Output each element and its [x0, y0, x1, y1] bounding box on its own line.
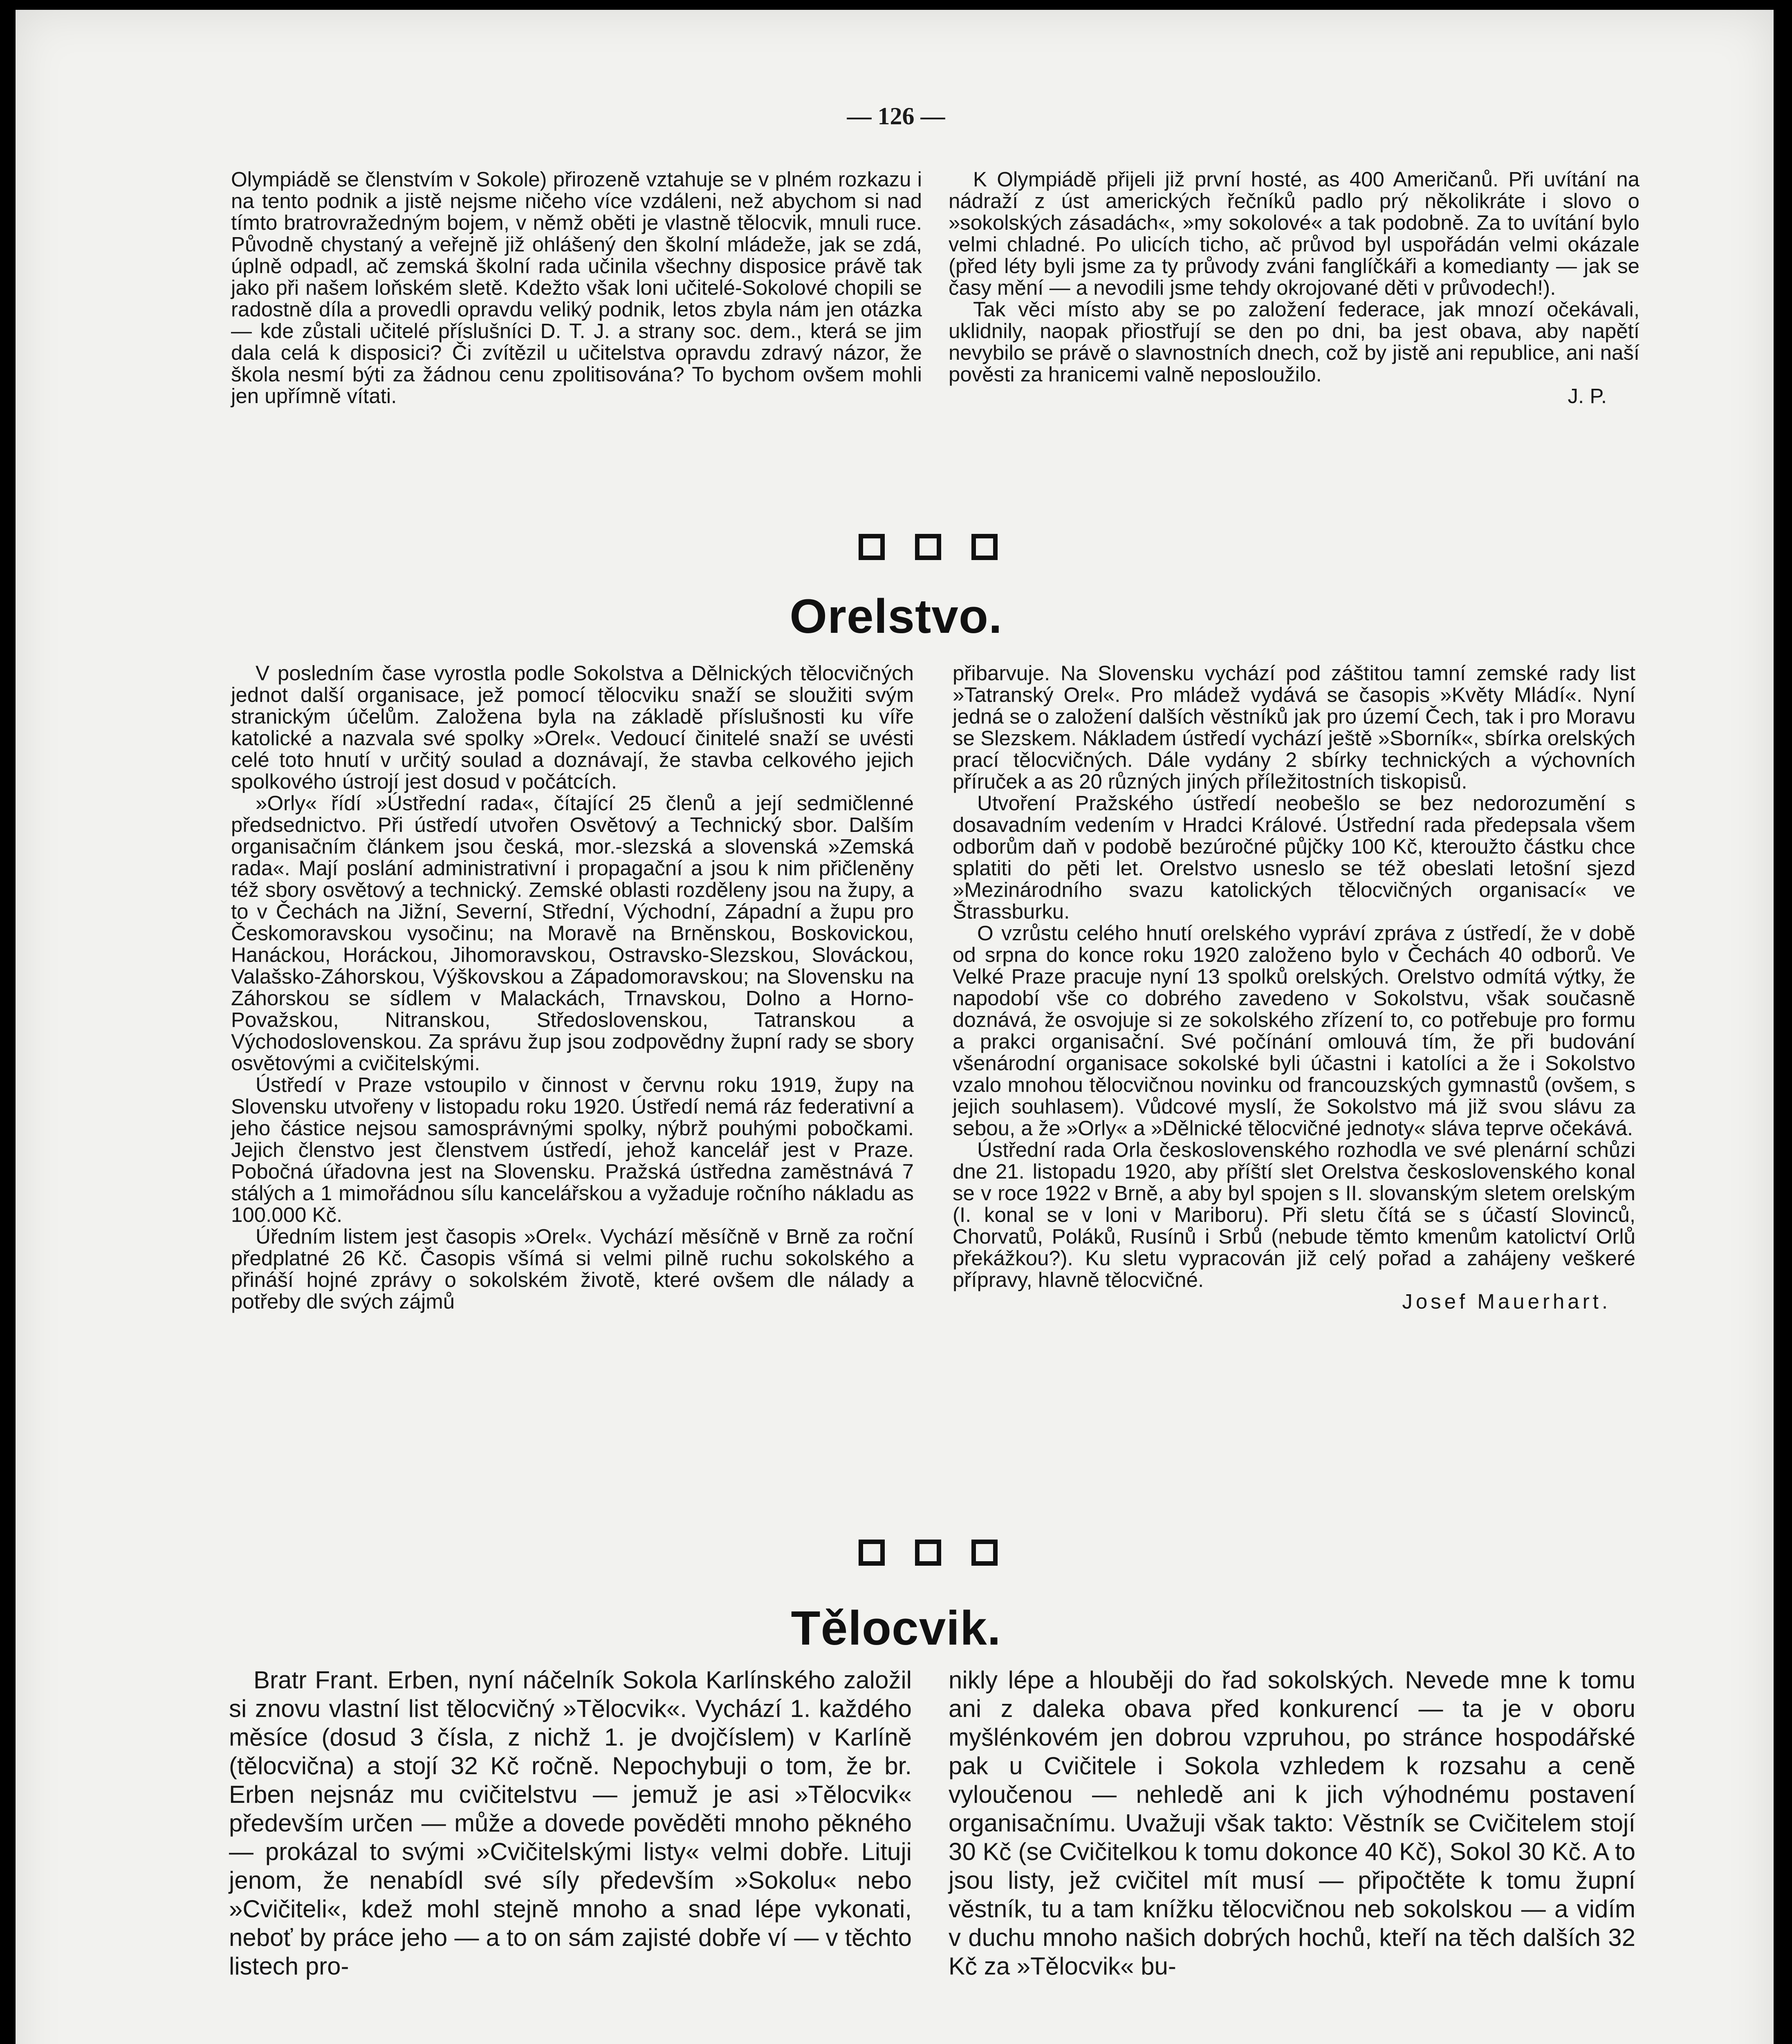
paragraph: V posledním čase vyrostla podle Sokolstva a Dělnických tělocvičných jednot další organisace, jež pomocí tělocviku snaží se sloužiti svým stranickým účelům. Založena byla na základě příslušnosti ku víře katolické a nazvala své spolky »Orel«. Vedoucí činitelé snaží se uvésti celé toto hnutí v určitý soulad a doznávají, že stavba celkového jejich spolkového ústrojí jest dosud v počátcích. — [231, 661, 914, 793]
paragraph: Tak věci místo aby se po založení federace, jak mnozí očekávali, uklidnily, naopak přiostřují se den po dni, ba jest obava, aby napětí nevybilo se právě o slavnostních dnech, což by jistě ani republice, ani naší pověsti za hranicemi valně neposloužilo. — [949, 298, 1639, 386]
square-icon — [859, 534, 885, 560]
paragraph: Bratr Frant. Erben, nyní náčelník Sokola Karlínského založil si znovu vlastní list tělocvičný »Tělocvik«. Vychází 1. každého měsíce (dosud 3 čísla, z nichž 1. je dvojčíslem) v Karlíně (tělocvična) a stojí 32 Kč ročně. Nepochybuji o tom, že br. Erben nejsnáz mu cvičitelstvu — jemuž je asi »Tělocvik« především určen — může a dovede pověděti mnoho pěkného — prokázal to svými »Cvičitelskými listy« velmi dobře. Lituji jenom, že nenabídl své síly především »Sokolu« nebo »Cvičiteli«, kdež mohl stejně mnoho a snad lépe vykonati, neboť by práce jeho — a to on sám zajisté dobře ví — v těchto listech pro- — [229, 1666, 912, 1980]
telocvik-right-column — [949, 1666, 1635, 1981]
paragraph: O vzrůstu celého hnutí orelského vypráví zpráva z ústředí, že v době od srpna do konce roku 1920 založeno bylo v Čechách 40 odborů. Ve Velké Praze pracuje nyní 13 spolků orelských. Orelstvo odmítá výtky, že napodobí vše co dobrého zavedeno v Sokolstvu, však současně doznává, že osvojuje si ze sokolského zřízení to, co potřebuje pro formu a prakci organisační. Své počínání omlouvá tím, že při budování všenárodní organisace sokolské byli účastni i katolíci a že i Sokolstvo vzalo mnohou tělocvičnou novinku od francouzských gymnastů (ovšem, s jejich souhlasem). Vůdcové myslí, že Sokolstvo má již svou slávu za sebou, a že »Orly« a »Dělnické tělocvičné jednoty« sláva teprve očekává. — [953, 921, 1635, 1140]
square-icon — [971, 534, 998, 560]
page-number: — 126 — — [847, 103, 945, 130]
telocvik-left-column — [229, 1666, 912, 1981]
paragraph: nikly lépe a hlouběji do řad sokolských. Nevede mne k tomu ani z daleka obava před konkurencí — ta je v oboru myšlénkovém jen dobrou vzpruhou, po stránce hospodářské pak u Cvičitele i Sokola vzhledem k rozsahu a ceně vyloučenou — nehledě ani k jich výhodnému postavení organisačnímu. Uvažuji však takto: Věstník se Cvičitelem stojí 30 Kč (se Cvičitelkou k tomu dokonce 40 Kč), Sokol 30 Kč. A to jsou listy, jež cvičitel mít musí — připočtěte k tomu župní věstník, tu a tam knížku tělocvičnou neb sokolskou — a vidím v duchu mnoho našich dobrých hochů, kteří na těch dalších 32 Kč za »Tělocvik« bu- — [949, 1666, 1635, 1980]
top-right-column — [949, 168, 1639, 407]
section-title-telocvik: Tělocvik. — [791, 1601, 1001, 1655]
paragraph: přibarvuje. Na Slovensku vychází pod záštitou tamní zemské rady list »Tatranský Orel«. Pro mládež vydává se časopis »Květy Mládí«. Nyní jedná se o založení dalších věstníků jak pro území Čech, tak i pro Moravu se Slezskem. Nákladem ústředí vychází ještě »Sborník«, sbírka orelských prací tělocvičných. Dále vydány 2 sbírky technických a výchovních příruček a as 20 různých jiných příležitostních tiskopisů. — [953, 661, 1635, 793]
signature-author: Josef Mauerhart. — [1402, 1290, 1611, 1313]
paragraph: »Orly« řídí »Ústřední rada«, čítající 25 členů a její sedmičlenné předsednictvo. Při ústředí utvořen Osvětový a Technický sbor. Dalším organisačním článkem jsou česká, mor.-slezská a slovenská »Zemská rada«. Mají poslání administrativní i propagační a jsou k nim přičleněny též sbory osvětový a technický. Zemské oblasti rozděleny jsou na župy, a to v Čechách na Jižní, Severní, Střední, Východní, Západní a župu pro Českomoravskou vysočinu; na Moravě na Brněnskou, Boskovickou, Hanáckou, Horáckou, Jihomoravskou, Ostravsko-Slezskou, Slováckou, Valašsko-Záhorskou, Výškovskou a Západomoravskou; na Slovensku na Záhorskou se sídlem v Malackách, Trnavskou, Dolno a Horno-Považskou, Nitranskou, Středoslovenskou, Tatranskou a Východoslovenskou. Za správu žup jsou zodpovědny župní rady se sbory osvětovými a cvičitelskými. — [231, 791, 914, 1075]
paragraph: Úředním listem jest časopis »Orel«. Vychází měsíčně v Brně za roční předplatné 26 Kč. Časopis všímá si velmi pilně ruchu sokolského a přináší hojné zprávy o sokolském životě, které ovšem dle nálady a potřeby dle svých zájmů — [231, 1225, 914, 1313]
section-title-orelstvo: Orelstvo. — [789, 589, 1003, 643]
orelstvo-right-column — [953, 662, 1635, 1312]
paragraph: Ústředí v Praze vstoupilo v činnost v červnu roku 1919, župy na Slovensku utvořeny v listopadu roku 1920. Ústředí nemá ráz federativní a jeho částice nejsou samosprávnými spolky, nýbrž pouhými pobočkami. Jejich členstvo jest členstvem ústředí, jehož kancelář jest v Praze. Pobočná úřadovna jest na Slovensku. Pražská ústředna zaměstnává 7 stálých a 1 mimořádnou sílu kancelářskou a vyžaduje ročního nákladu as 100.000 Kč. — [231, 1073, 914, 1226]
orelstvo-left-column — [231, 662, 914, 1312]
square-icon — [971, 1540, 998, 1566]
section-ornament — [859, 535, 998, 559]
top-left-column — [231, 168, 922, 407]
square-icon — [915, 534, 941, 560]
paragraph: Utvoření Pražského ústředí neobešlo se bez nedorozumění s dosavadním vedením v Hradci Králové. Ústřední rada předepsala všem odborům daň v podobě bezúročné půjčky 100 Kč, kteroužto částku chce splatiti do pěti let. Orelstvo usneslo se též obeslati letošní sjezd »Mezinárodního svazu katolických tělocvičných organisací« ve Štrassburku. — [953, 791, 1635, 923]
square-icon — [859, 1540, 885, 1566]
section-ornament — [859, 1540, 998, 1565]
square-icon — [915, 1540, 941, 1566]
paragraph: Olympiádě se členstvím v Sokole) přirozeně vztahuje se v plném rozkazu i na tento podnik a jistě nejsme ničeho více vzdáleni, než abychom si nad tímto bratrovražedným bojem, v němž oběti je vlastně tělocvik, mnuli ruce. Původně chystaný a veřejně již ohlášený den školní mládeže, jak se zdá, úplně odpadl, ač zemská školní rada učinila všechny disposice právě tak jako při našem loňském sletě. Kdežto však loni učitelé-Sokolové chopili se radostně díla a provedli opravdu veliký podnik, letos zbyla nám jen otázka — kde zůstali učitelé příslušníci D. T. J. a strany soc. dem., která se jim dala celá k disposici? Či zvítězil u učitelstva opravdu zdravý názor, že škola nesmí býti za žádnou cenu zpolitisována? To bychom ovšem mohli jen upřímně vítati. — [231, 168, 922, 408]
paragraph: Ústřední rada Orla československého rozhodla ve své plenární schůzi dne 21. listopadu 1920, aby příští slet Orelstva československého konal se v roce 1922 v Brně, a aby byl spojen s II. slovanským sletem orelským (I. konal se v loni v Mariboru). Při sletu čítá se s účastí Slovinců, Chorvatů, Poláků, Rusínů i Srbů (nebude těmto kmenům katolictví Orlů překážkou?). Ku sletu vypracován již celý pořad a zahájeny veškeré přípravy, hlavně tělocvičné. — [953, 1138, 1635, 1291]
paragraph: K Olympiádě přijeli již první hosté, as 400 Američanů. Při uvítání na nádraží z úst amerických řečníků padlo prý několikráte i slovo o »sokolských zásadách«, »my sokolové« a tak podobně. Za to uvítání bylo velmi chladné. Po ulicích ticho, ač průvod byl uspořádán velmi okázale (před léty byli jsme za ty průvody zváni fanglíčkáři a komedianty — jak se časy mění — a nevodili jsme tehdy okrojované děti v průvodech!). — [949, 168, 1639, 299]
signature-jp: J. P. — [1568, 384, 1607, 408]
